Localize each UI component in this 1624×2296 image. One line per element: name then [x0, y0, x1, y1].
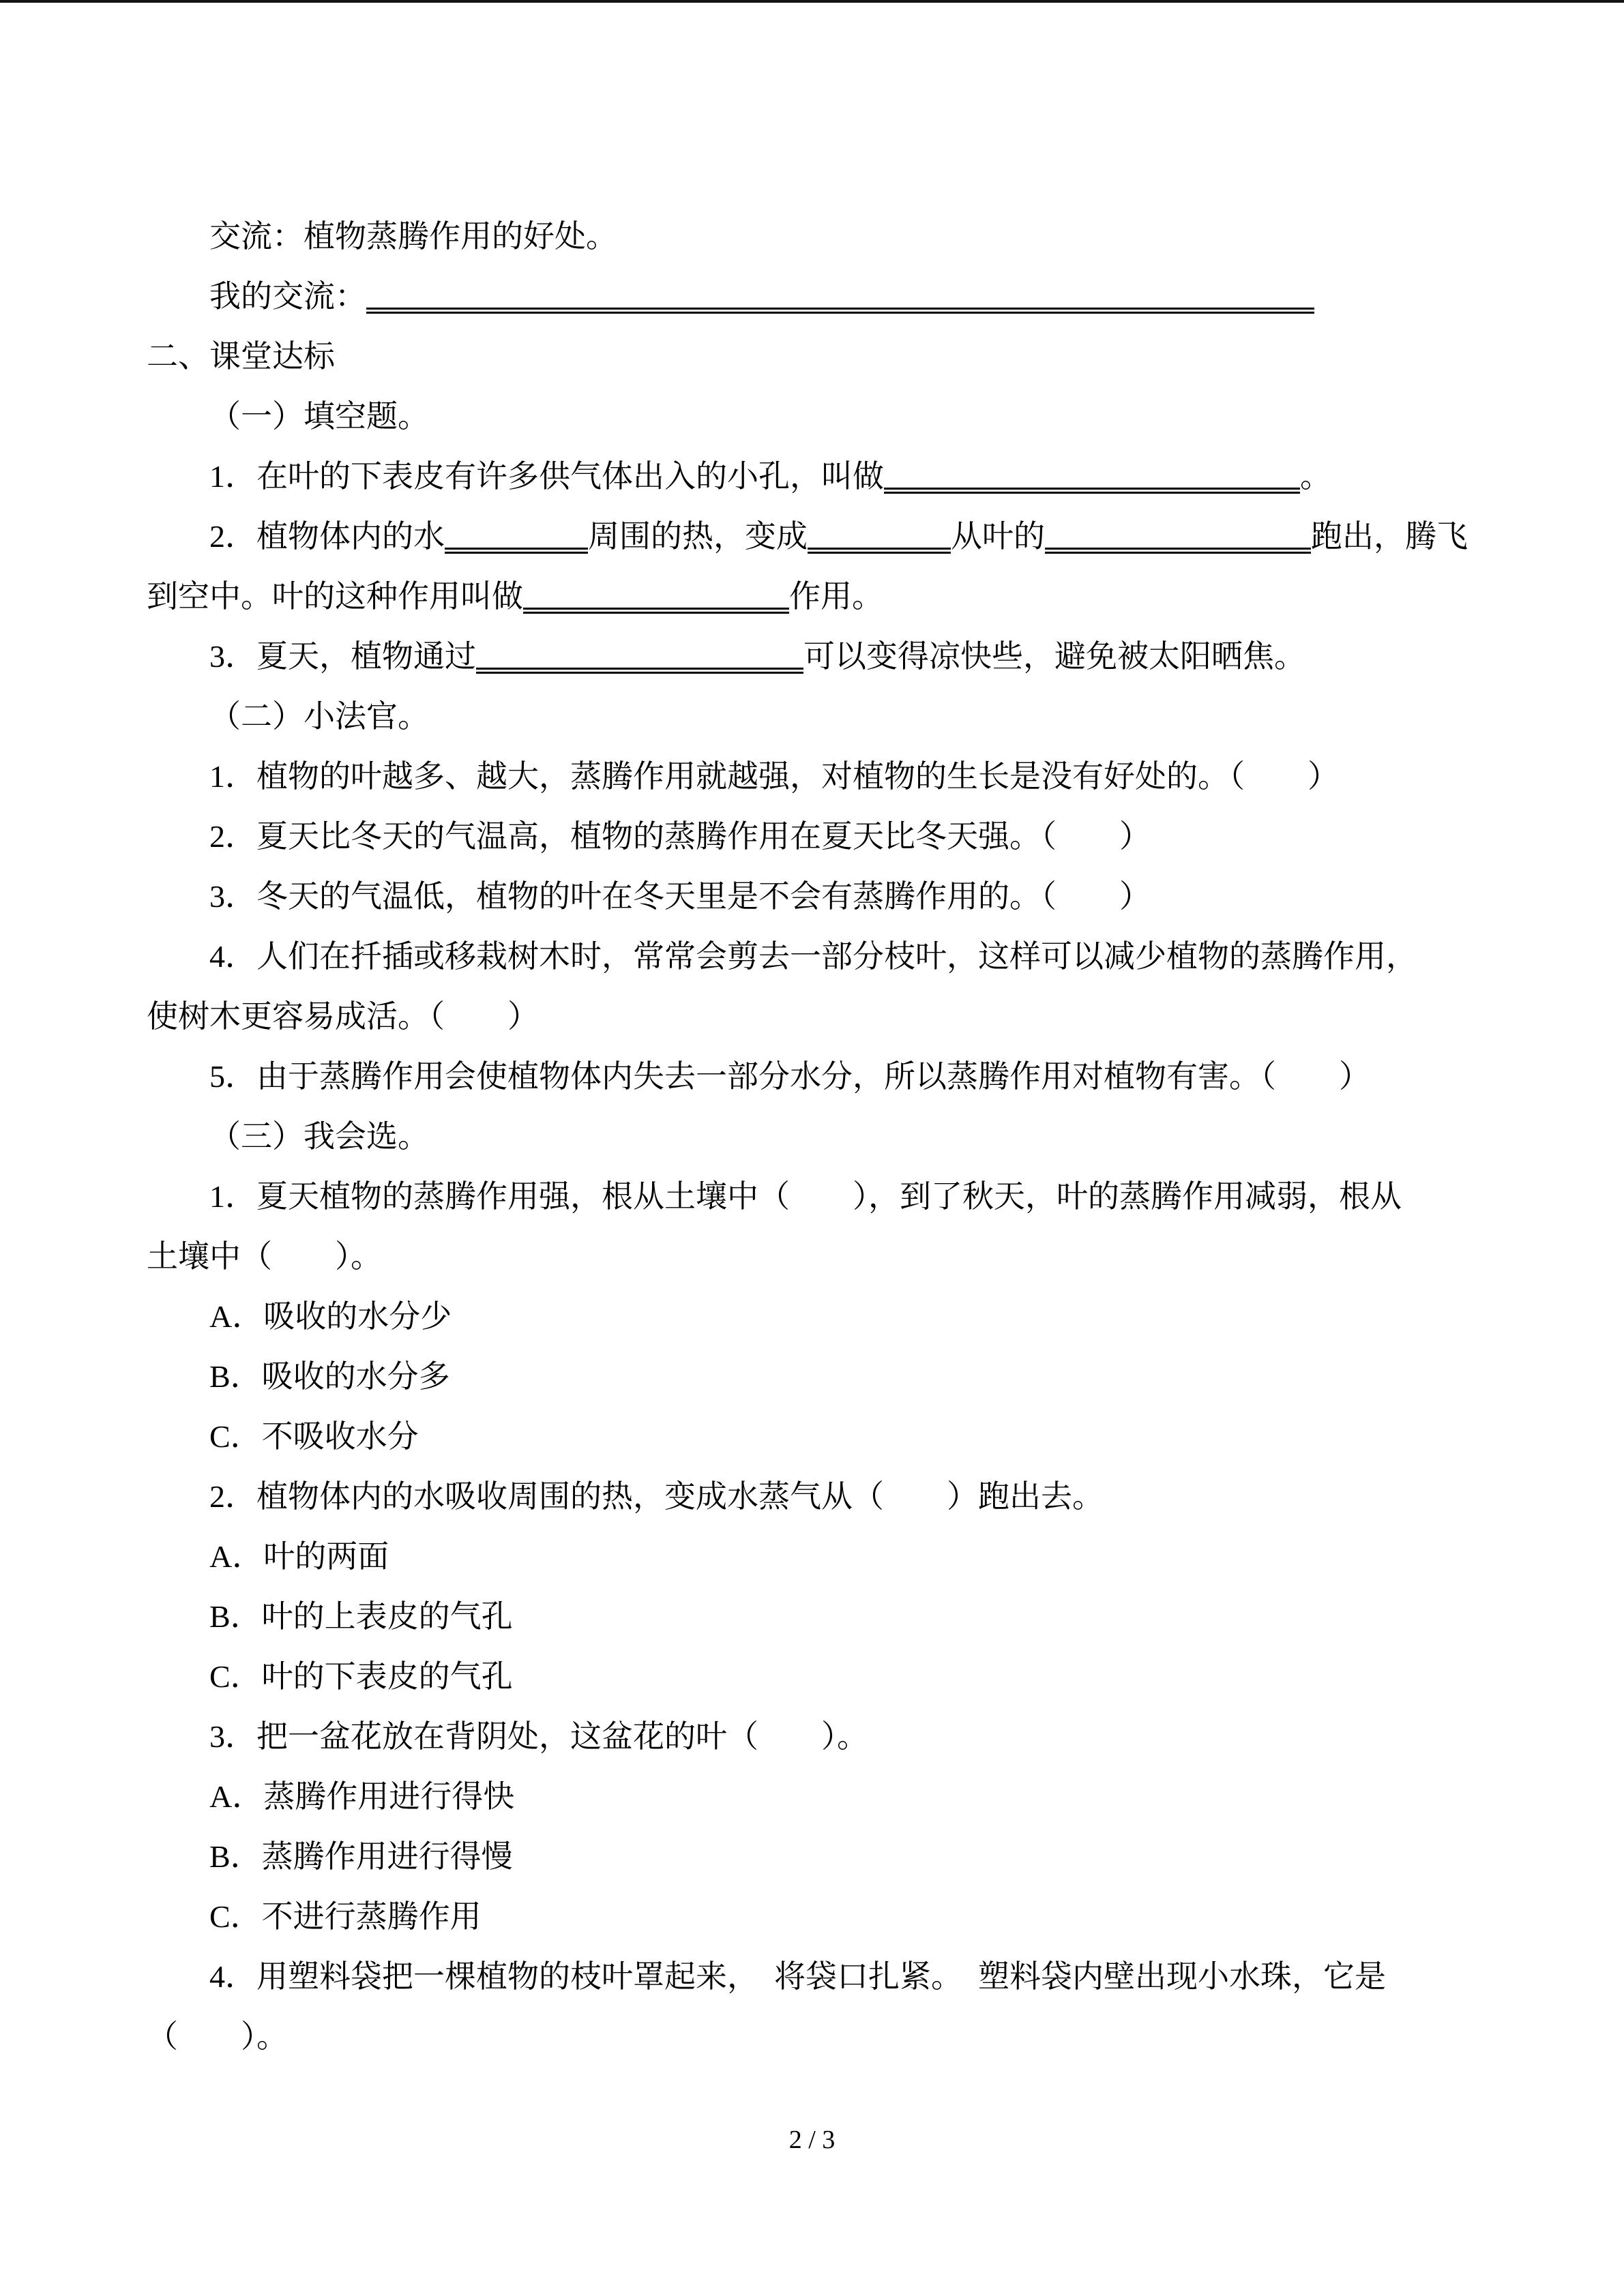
- text-run: 从叶的: [951, 519, 1045, 554]
- page-top-border: [0, 0, 1624, 3]
- text-line: [147, 1587, 1497, 1647]
- text-line: [147, 267, 1497, 327]
- subsection-heading-line: [147, 387, 1497, 447]
- document-content: [147, 207, 1497, 2067]
- text-run: （二）小法官。: [209, 699, 429, 734]
- text-run: 作用。: [789, 579, 883, 614]
- text-line: [147, 987, 1497, 1047]
- fill-in-blank: [476, 636, 803, 674]
- text-line: [147, 627, 1497, 687]
- text-line: [147, 867, 1497, 927]
- text-run: C．叶的下表皮的气孔: [209, 1659, 513, 1694]
- text-run: 周围的热，变成: [588, 519, 808, 554]
- fill-in-blank: [884, 456, 1300, 494]
- text-line: [147, 447, 1497, 507]
- text-run: 交流：植物蒸腾作用的好处。: [209, 219, 617, 254]
- text-run: 二、课堂达标: [147, 339, 335, 374]
- fill-in-blank: [366, 276, 1314, 314]
- fill-in-blank: [523, 576, 789, 614]
- text-run: 跑出，腾飞: [1311, 519, 1468, 554]
- text-line: [147, 1287, 1497, 1347]
- text-run: 3．冬天的气温低，植物的叶在冬天里是不会有蒸腾作用的。（ ）: [209, 879, 1151, 914]
- text-run: （ ）。: [147, 2019, 288, 2054]
- text-run: （三）我会选。: [209, 1119, 429, 1154]
- text-run: A．蒸腾作用进行得快: [209, 1779, 515, 1814]
- subsection-heading-line: [147, 1107, 1497, 1167]
- text-run: 可以变得凉快些，避免被太阳晒焦。: [803, 639, 1305, 674]
- text-line: [147, 1647, 1497, 1707]
- text-run: B．蒸腾作用进行得慢: [209, 1839, 513, 1874]
- text-run: 到空中。叶的这种作用叫做: [147, 579, 523, 614]
- text-line: [147, 507, 1497, 567]
- text-line: [147, 1887, 1497, 1947]
- text-line: [147, 1947, 1497, 2007]
- fill-in-blank: [445, 516, 588, 554]
- text-line: [147, 1707, 1497, 1767]
- subsection-heading-line: [147, 687, 1497, 747]
- text-run: A．叶的两面: [209, 1539, 389, 1574]
- text-run: 1．在叶的下表皮有许多供气体出入的小孔，叫做: [209, 459, 884, 494]
- text-run: B．吸收的水分多: [209, 1359, 450, 1394]
- text-line: [147, 1827, 1497, 1887]
- text-run: 使树木更容易成活。（ ）: [147, 999, 539, 1034]
- text-run: 3．把一盆花放在背阴处，这盆花的叶（ ）。: [209, 1719, 868, 1754]
- text-line: [147, 1047, 1497, 1107]
- text-run: 2．植物体内的水: [209, 519, 445, 554]
- page-footer: [0, 2119, 1624, 2160]
- text-run: 1．夏天植物的蒸腾作用强，根从土壤中（ ），到了秋天，叶的蒸腾作用减弱，根从: [209, 1179, 1402, 1214]
- text-run: A．吸收的水分少: [209, 1299, 452, 1334]
- text-line: [147, 1347, 1497, 1407]
- text-line: [147, 1527, 1497, 1587]
- text-line: [147, 207, 1497, 267]
- page-number: 2 / 3: [788, 2126, 836, 2154]
- text-run: 4．用塑料袋把一棵植物的枝叶罩起来， 将袋口扎紧。 塑料袋内壁出现小水珠，它是: [209, 1959, 1386, 1994]
- text-run: 5．由于蒸腾作用会使植物体内失去一部分水分，所以蒸腾作用对植物有害。（ ）: [209, 1059, 1370, 1094]
- text-line: [147, 1767, 1497, 1827]
- text-line: [147, 1167, 1497, 1227]
- text-line: [147, 1467, 1497, 1527]
- text-run: 4．人们在扦插或移栽树木时，常常会剪去一部分枝叶，这样可以减少植物的蒸腾作用，: [209, 939, 1417, 974]
- text-line: [147, 747, 1497, 807]
- text-run: 我的交流：: [209, 279, 366, 314]
- text-run: 1．植物的叶越多、越大，蒸腾作用就越强，对植物的生长是没有好处的。（ ）: [209, 759, 1339, 794]
- fill-in-blank: [1045, 516, 1311, 554]
- text-run: 2．夏天比冬天的气温高，植物的蒸腾作用在夏天比冬天强。（ ）: [209, 819, 1151, 854]
- text-run: 2．植物体内的水吸收周围的热，变成水蒸气从（ ）跑出去。: [209, 1479, 1104, 1514]
- text-line: [147, 1407, 1497, 1467]
- fill-in-blank: [808, 516, 951, 554]
- text-line: [147, 2007, 1497, 2067]
- text-run: （一）填空题。: [209, 399, 429, 434]
- text-run: 土壤中（ ）。: [147, 1239, 382, 1274]
- text-run: 3．夏天，植物通过: [209, 639, 476, 674]
- text-line: [147, 927, 1497, 987]
- text-run: C．不进行蒸腾作用: [209, 1899, 482, 1934]
- text-line: [147, 567, 1497, 627]
- text-line: [147, 1227, 1497, 1287]
- text-run: B．叶的上表皮的气孔: [209, 1599, 513, 1634]
- text-run: C．不吸收水分: [209, 1419, 419, 1454]
- section-heading-line: [147, 327, 1497, 387]
- text-run: 。: [1300, 459, 1331, 494]
- text-line: [147, 807, 1497, 867]
